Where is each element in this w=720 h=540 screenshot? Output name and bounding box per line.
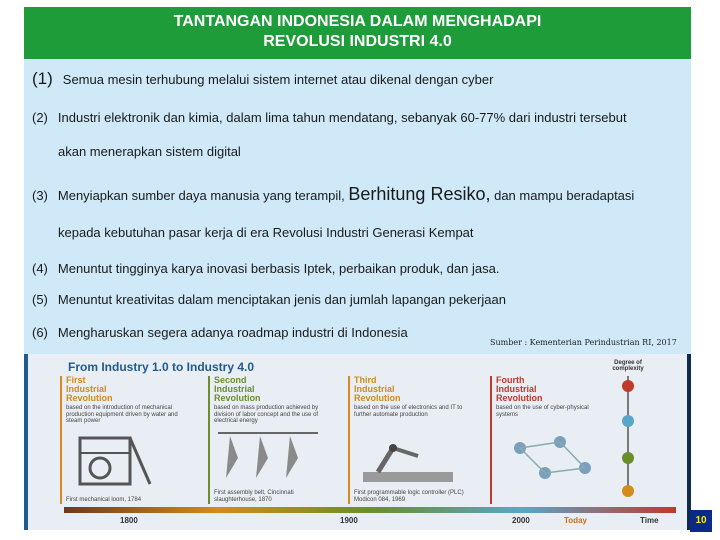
source-citation: Sumber : Kementerian Perindustrian RI, 2017 (490, 338, 677, 347)
revolution-caption: First programmable logic controller (PLC) Modicon 084, 1969 (354, 490, 464, 503)
item-text: Mengharuskan segera adanya roadmap industri di Indonesia (57, 325, 408, 340)
revolution-caption: First mechanical loom, 1784 (66, 497, 142, 503)
complexity-marker-icon (622, 485, 634, 497)
item-number: (4) (32, 261, 48, 276)
complexity-marker-icon (622, 452, 634, 464)
complexity-marker-icon (622, 415, 634, 427)
list-item (32, 186, 634, 204)
item-number: (6) (32, 325, 48, 340)
item-number: (5) (32, 292, 48, 307)
content-panel (24, 59, 691, 354)
revolution-column (490, 376, 615, 504)
revolution-heading: Fourth (496, 375, 525, 385)
complexity-scale (608, 360, 648, 505)
timeline-tick: 2000 (512, 516, 530, 525)
revolution-description: based on the use of electronics and IT to further automate production (354, 405, 463, 418)
item-text: Menuntut tingginya karya inovasi berbasis Iptek, perbaikan produk, dan jasa. (57, 261, 500, 276)
network-icon (500, 428, 600, 488)
slide-title-line1: TANTANGAN INDONESIA DALAM MENGHADAPI (173, 13, 542, 30)
item-text: Industri elektronik dan kimia, dalam lima tahun mendatang, sebanyak 60-77% dari industri tersebut (57, 110, 627, 125)
slide-title (24, 7, 691, 59)
item-emphasis: Berhitung Resiko, (348, 184, 491, 204)
item-text: Menuntut kreativitas dalam menciptakan jenis dan jumlah lapangan pekerjaan (57, 292, 506, 307)
revolution-heading: Industrial (66, 384, 107, 394)
infographic-title: From Industry 1.0 to Industry 4.0 (68, 360, 255, 374)
revolution-description: based on the introduction of mechanical production equipment driven by water and steam power (66, 405, 178, 424)
item-number: (1) (32, 69, 53, 88)
item-text: Menyiapkan sumber daya manusia yang terampil, (57, 188, 345, 203)
list-item (32, 71, 493, 88)
timeline-bar (64, 507, 676, 513)
revolution-heading: Industrial (354, 384, 395, 394)
revolution-heading: Revolution (214, 393, 261, 403)
revolution-heading: Revolution (496, 393, 543, 403)
assembly-line-icon (218, 428, 318, 488)
revolution-caption: First assembly belt, Cincinnati slaughterhouse, 1870 (214, 490, 294, 503)
loom-icon (70, 428, 170, 488)
item-continuation: akan menerapkan sistem digital (58, 144, 241, 159)
list-item (32, 292, 506, 308)
slide-title-line2: REVOLUSI INDUSTRI 4.0 (263, 33, 452, 50)
item-text: Semua mesin terhubung melalui sistem internet atau dikenal dengan cyber (62, 72, 494, 87)
complexity-label: Degree of complexity (612, 360, 644, 372)
item-text: dan mampu beradaptasi (494, 188, 635, 203)
revolution-description: based on mass production achieved by division of labor concept and the use of electrical energy (214, 405, 319, 424)
revolution-heading: Industrial (214, 384, 255, 394)
revolution-heading: Industrial (496, 384, 537, 394)
page-number: 10 (690, 510, 712, 532)
revolution-heading: Third (354, 375, 377, 385)
timeline-tick: 1800 (120, 516, 138, 525)
revolution-heading: Revolution (354, 393, 401, 403)
industry-infographic (24, 354, 691, 530)
revolution-heading: First (66, 375, 86, 385)
revolution-column (60, 376, 185, 504)
revolution-heading: Revolution (66, 393, 113, 403)
revolution-column (208, 376, 333, 504)
item-number: (3) (32, 188, 48, 203)
complexity-line (627, 376, 629, 496)
revolution-column (348, 376, 473, 504)
list-item (32, 325, 408, 341)
timeline-today: Today (564, 516, 587, 525)
item-number: (2) (32, 110, 48, 125)
revolution-heading: Second (214, 375, 247, 385)
timeline-axis-label: Time (640, 516, 659, 525)
timeline-tick: 1900 (340, 516, 358, 525)
complexity-marker-icon (622, 380, 634, 392)
item-continuation: kepada kebutuhan pasar kerja di era Revolusi Industri Generasi Kempat (58, 225, 474, 240)
revolution-description: based on the use of cyber-physical systems (496, 405, 589, 418)
robot-arm-icon (358, 428, 458, 488)
list-item (32, 261, 499, 277)
list-item (32, 110, 627, 126)
